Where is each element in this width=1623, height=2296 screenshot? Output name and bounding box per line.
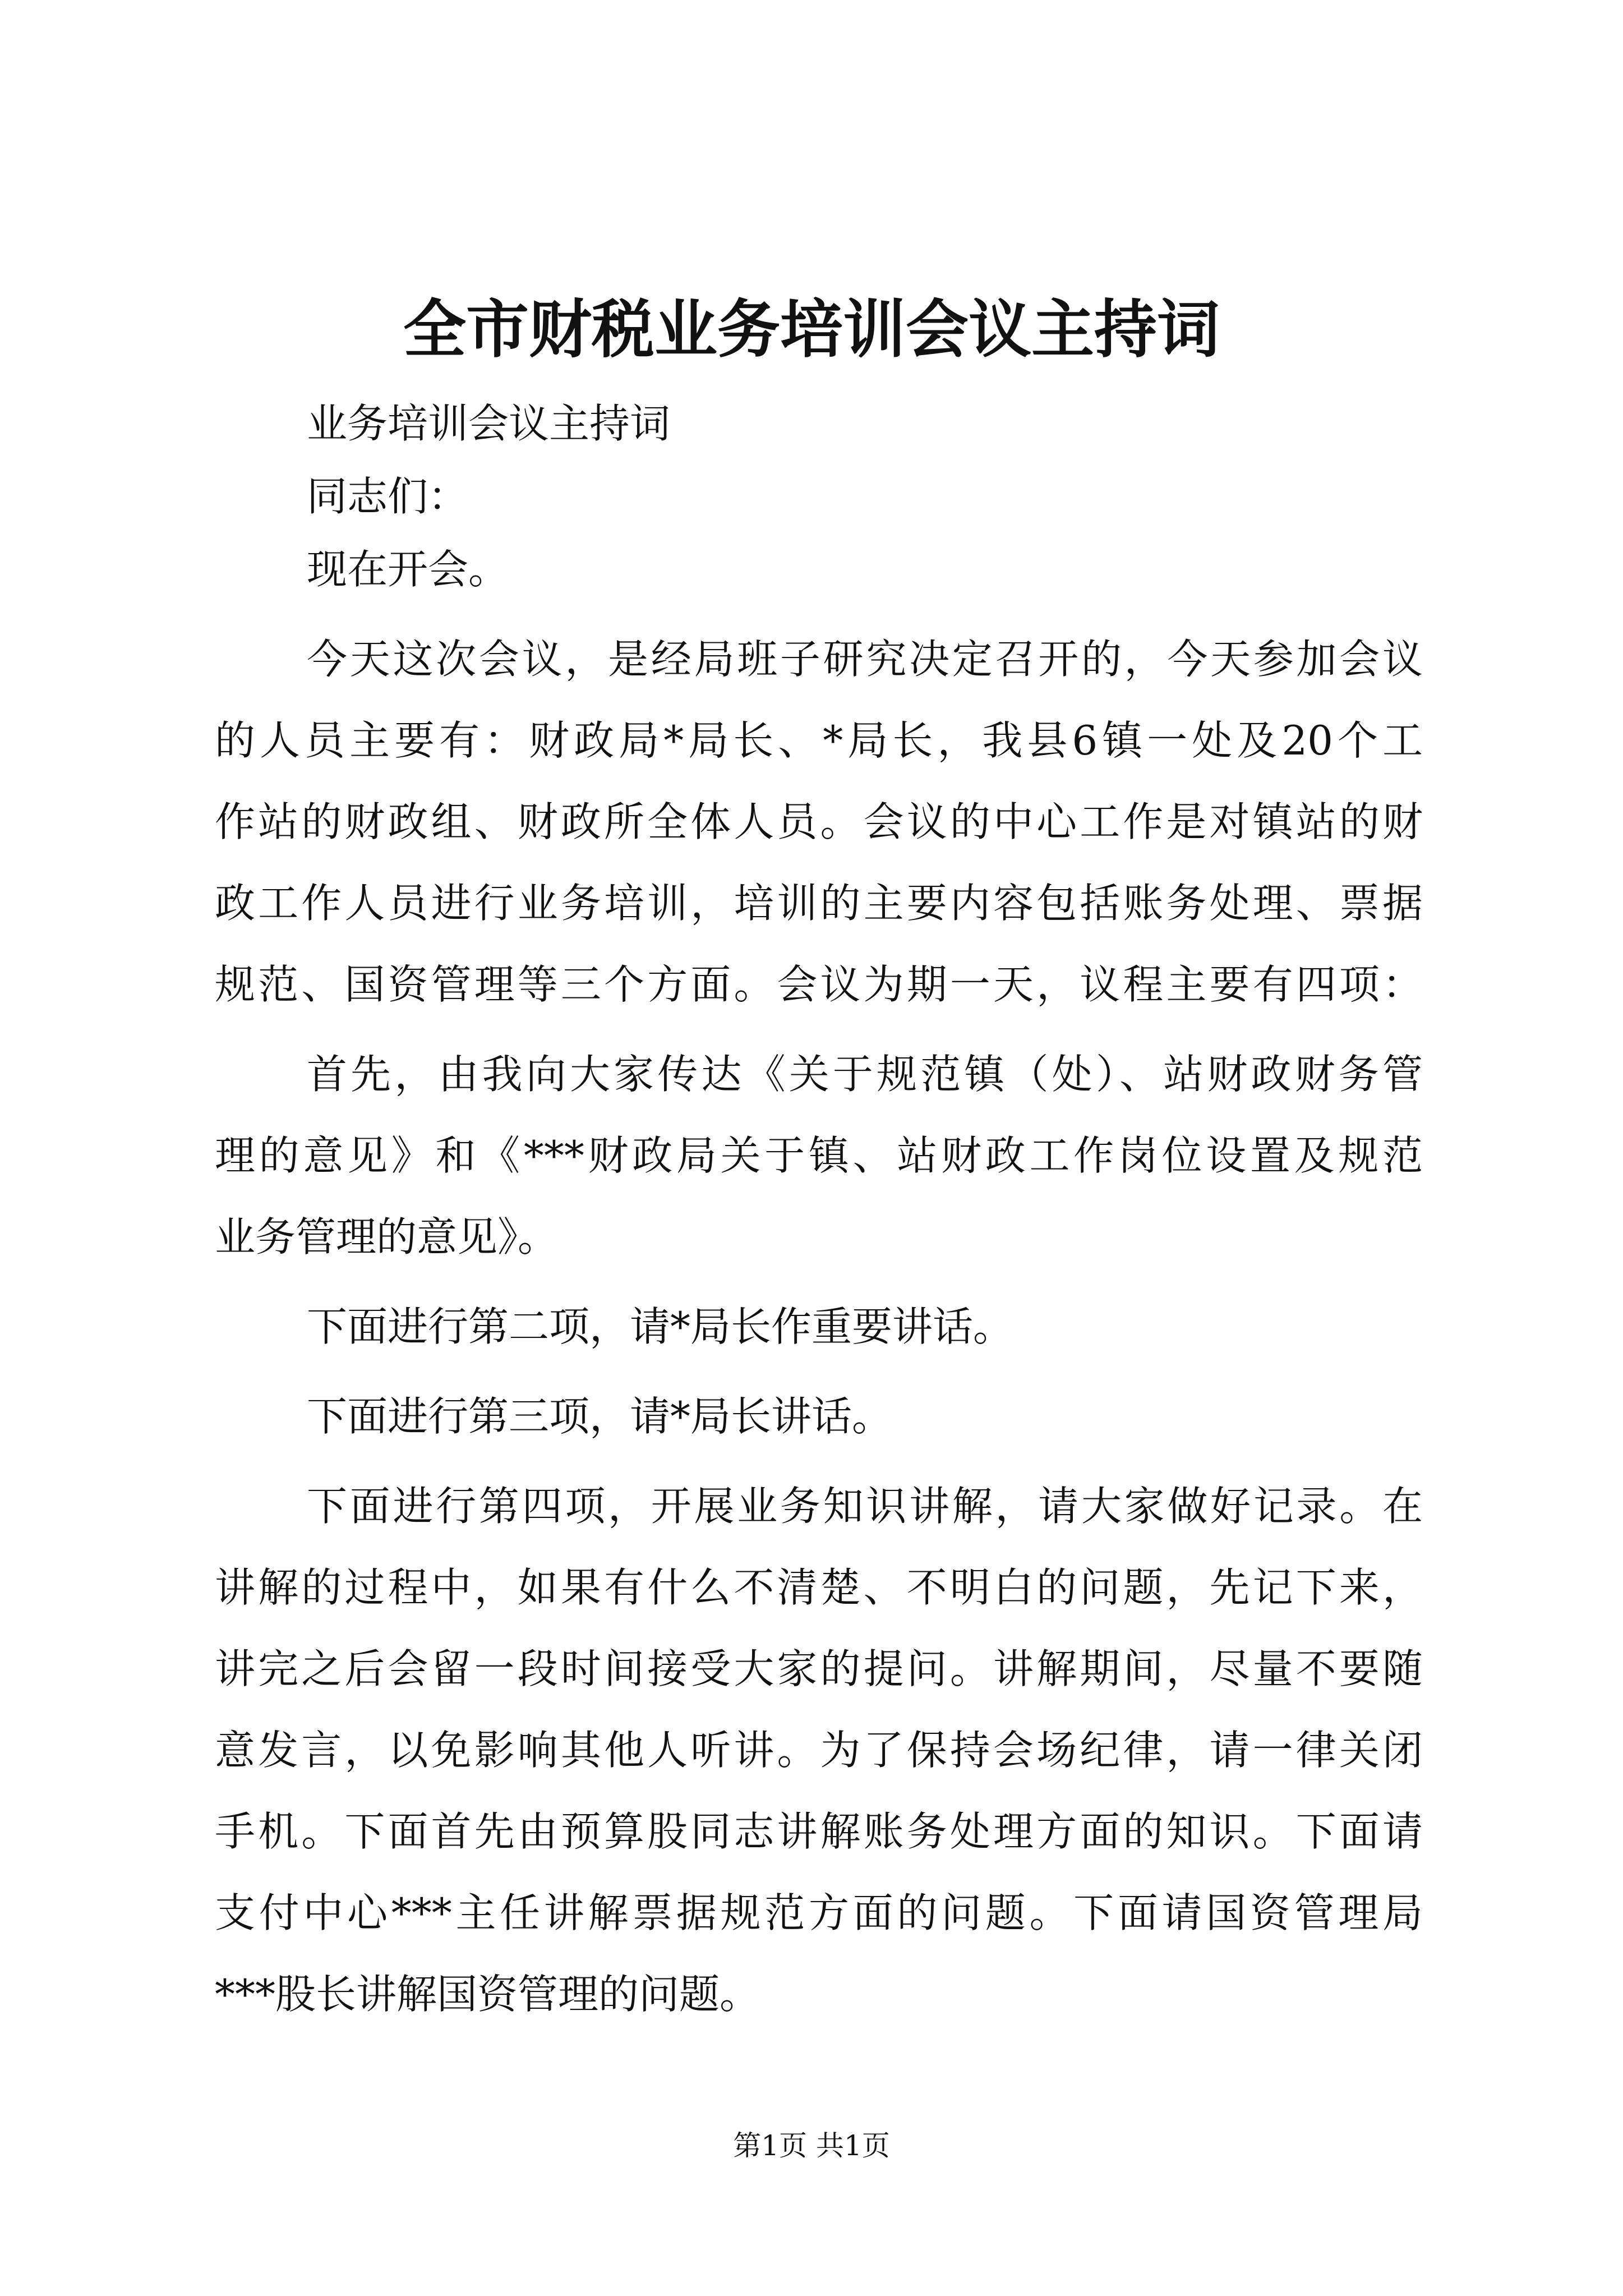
paragraph-intro-line: 今天这次会议，是经局班子研究决定召开的，今天参加会议 [307, 636, 1423, 683]
paragraph-item-one-line: 理的意见》和《***财政局关于镇、站财政工作岗位设置及规范 [215, 1132, 1423, 1179]
paragraph-opening-line: 现在开会。 [307, 546, 509, 593]
paragraph-salutation-line: 同志们： [307, 473, 469, 520]
document-title: 全市财税业务培训会议主持词 [403, 293, 1220, 366]
paragraph-intro-line: 规范、国资管理等三个方面。会议为期一天，议程主要有四项： [215, 961, 1423, 1008]
paragraph-item-four-line: 讲完之后会留一段时间接受大家的提问。讲解期间，尽量不要随 [215, 1645, 1423, 1692]
paragraph-item-two-line: 下面进行第二项，请*局长作重要讲话。 [307, 1303, 1014, 1350]
paragraph-subtitle-line: 业务培训会议主持词 [307, 400, 671, 447]
paragraph-item-four-line: 意发言，以免影响其他人听讲。为了保持会场纪律，请一律关闭 [215, 1727, 1423, 1774]
paragraph-item-four-line: 手机。下面首先由预算股同志讲解账务处理方面的知识。下面请 [215, 1808, 1423, 1855]
paragraph-item-four-line: ***股长讲解国资管理的问题。 [215, 1971, 760, 2018]
page-footer: 第1页 共1页 [733, 2129, 890, 2162]
paragraph-item-four-line: 讲解的过程中，如果有什么不清楚、不明白的问题，先记下来， [215, 1564, 1423, 1611]
paragraph-intro-line: 政工作人员进行业务培训，培训的主要内容包括账务处理、票据 [215, 880, 1423, 927]
paragraph-item-one-line: 首先，由我向大家传达《关于规范镇（处）、站财政财务管 [307, 1051, 1423, 1098]
paragraph-item-one-line: 业务管理的意见》。 [215, 1213, 559, 1260]
paragraph-intro-line: 作站的财政组、财政所全体人员。会议的中心工作是对镇站的财 [215, 798, 1423, 845]
paragraph-intro-line: 的人员主要有：财政局*局长、*局长，我县6镇一处及20个工 [215, 717, 1423, 764]
paragraph-item-four-line: 下面进行第四项，开展业务知识讲解，请大家做好记录。在 [307, 1483, 1423, 1530]
paragraph-item-four-line: 支付中心***主任讲解票据规范方面的问题。下面请国资管理局 [215, 1889, 1423, 1936]
paragraph-item-three-line: 下面进行第三项，请*局长讲话。 [307, 1393, 893, 1440]
